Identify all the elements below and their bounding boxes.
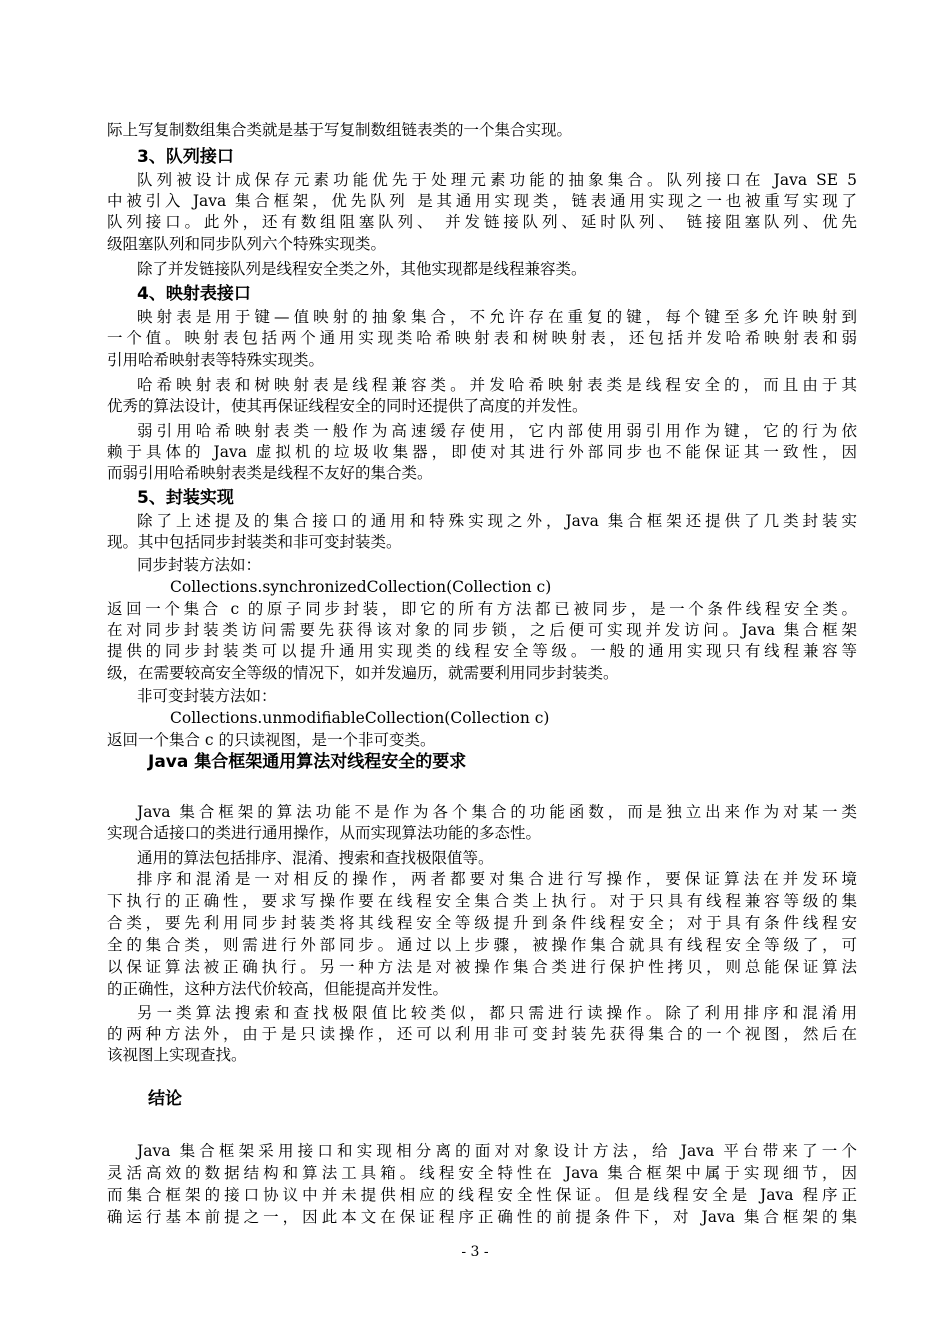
paragraph-line: 实现合适接口的类进行通用操作，从而实现算法功能的多态性。: [107, 824, 542, 842]
paragraph-line: 映射表是用于键—值映射的抽象集合，不允许存在重复的键，每个键至多允许映射到: [137, 308, 857, 326]
paragraph-line: 的两种方法外，由于是只读操作，还可以利用非可变封装先获得集合的一个视图，然后在: [107, 1025, 857, 1043]
paragraph-line: 队列接口。此外，还有数组阻塞队列、 并发链接队列、延时队列、 链接阻塞队列、优先: [107, 213, 857, 231]
paragraph-line: 队列被设计成保存元素功能优先于处理元素功能的抽象集合。队列接口在 Java SE 5: [137, 171, 857, 189]
paragraph-line: 优秀的算法设计，使其再保证线程安全的同时还提供了高度的并发性。: [107, 397, 588, 415]
section-heading-map: 4、映射表接口: [137, 284, 251, 304]
paragraph-line: 下执行的正确性，要求写操作要在线程安全集合类上执行。对于只具有线程兼容等级的集: [107, 892, 857, 910]
section-heading-queue: 3、队列接口: [137, 147, 234, 167]
paragraph-line: 级，在需要较高安全等级的情况下，如并发遍历，就需要利用同步封装类。: [107, 664, 619, 682]
paragraph-line: 哈希映射表和树映射表是线程兼容类。并发哈希映射表类是线程安全的，而且由于其: [137, 376, 857, 394]
paragraph-line: 该视图上实现查找。: [107, 1046, 247, 1064]
paragraph-line: 另一类算法搜索和查找极限值比较类似，都只需进行读操作。除了利用排序和混淆用: [137, 1004, 857, 1022]
paragraph-line: 弱引用哈希映射表类一般作为高速缓存使用，它内部使用弱引用作为键，它的行为依: [137, 422, 857, 440]
paragraph-line: 排序和混淆是一对相反的操作，两者都要对集合进行写操作，要保证算法在并发环境: [137, 870, 857, 888]
section-heading-algorithms: Java 集合框架通用算法对线程安全的要求: [148, 752, 467, 772]
paragraph-line: 在对同步封装类访问需要先获得该对象的同步锁，之后便可实现并发访问。Java 集合框架: [107, 621, 857, 639]
paragraph-line: 以保证算法被正确执行。另一种方法是对被操作集合类进行保护性拷贝，则总能保证算法: [107, 958, 857, 976]
paragraph-line: 的正确性，这种方法代价较高，但能提高并发性。: [107, 980, 449, 998]
paragraph-line: Java 集合框架的算法功能不是作为各个集合的功能函数，而是独立出来作为对某一类: [137, 803, 857, 821]
paragraph-line: 确运行基本前提之一，因此本文在保证程序正确性的前提条件下，对 Java 集合框架的集: [107, 1208, 857, 1226]
paragraph-line: 一个值。映射表包括两个通用实现类哈希映射表和树映射表，还包括并发哈希映射表和弱: [107, 329, 857, 347]
paragraph-line: 而集合框架的接口协议中并未提供相应的线程安全性保证。但是线程安全是 Java 程序正: [107, 1186, 857, 1204]
paragraph-line: 除了上述提及的集合接口的通用和特殊实现之外，Java 集合框架还提供了几类封装实: [137, 512, 857, 530]
code-line: Collections.synchronizedCollection(Collection c): [170, 578, 552, 596]
code-line: Collections.unmodifiableCollection(Collection c): [170, 709, 550, 727]
paragraph-line: 际上写复制数组集合类就是基于写复制数组链表类的一个集合实现。: [107, 121, 573, 139]
paragraph-line: 除了并发链接队列是线程安全类之外，其他实现都是线程兼容类。: [137, 260, 587, 278]
section-heading-wrapper: 5、封装实现: [137, 488, 234, 508]
paragraph-line: 全的集合类，则需进行外部同步。通过以上步骤，被操作集合就具有线程安全等级了，可: [107, 936, 857, 954]
paragraph-line: 赖于具体的 Java 虚拟机的垃圾收集器，即使对其进行外部同步也不能保证其一致性，因: [107, 443, 857, 461]
paragraph-line: 返回一个集合 c 的原子同步封装，即它的所有方法都已被同步，是一个条件线程安全类。: [107, 600, 857, 618]
paragraph-line: 通用的算法包括排序、混淆、搜索和查找极限值等。: [137, 849, 494, 867]
page-number: - 3 -: [461, 1244, 489, 1260]
section-heading-conclusion: 结论: [148, 1089, 182, 1109]
paragraph-line: 合类，要先利用同步封装类将其线程安全等级提升到条件线程安全；对于具有条件线程安: [107, 914, 857, 932]
paragraph-line: 级阻塞队列和同步队列六个特殊实现类。: [107, 235, 387, 253]
paragraph-line: 中被引入 Java 集合框架，优先队列 是其通用实现类，链表通用实现之一也被重写实现了: [107, 192, 857, 210]
paragraph-line: 灵活高效的数据结构和算法工具箱。线程安全特性在 Java 集合框架中属于实现细节，因: [107, 1164, 857, 1182]
paragraph-line: 非可变封装方法如：: [137, 687, 277, 705]
paragraph-line: 提供的同步封装类可以提升通用实现类的线程安全等级。一般的通用实现只有线程兼容等: [107, 642, 857, 660]
paragraph-line: Java 集合框架采用接口和实现相分离的面对对象设计方法，给 Java 平台带来了一个: [137, 1142, 857, 1160]
paragraph-line: 而弱引用哈希映射表类是线程不友好的集合类。: [107, 464, 433, 482]
paragraph-line: 引用哈希映射表等特殊实现类。: [107, 351, 325, 369]
paragraph-line: 现。其中包括同步封装类和非可变封装类。: [107, 533, 402, 551]
paragraph-line: 同步封装方法如：: [137, 556, 262, 574]
paragraph-line: 返回一个集合 c 的只读视图，是一个非可变类。: [107, 731, 436, 749]
